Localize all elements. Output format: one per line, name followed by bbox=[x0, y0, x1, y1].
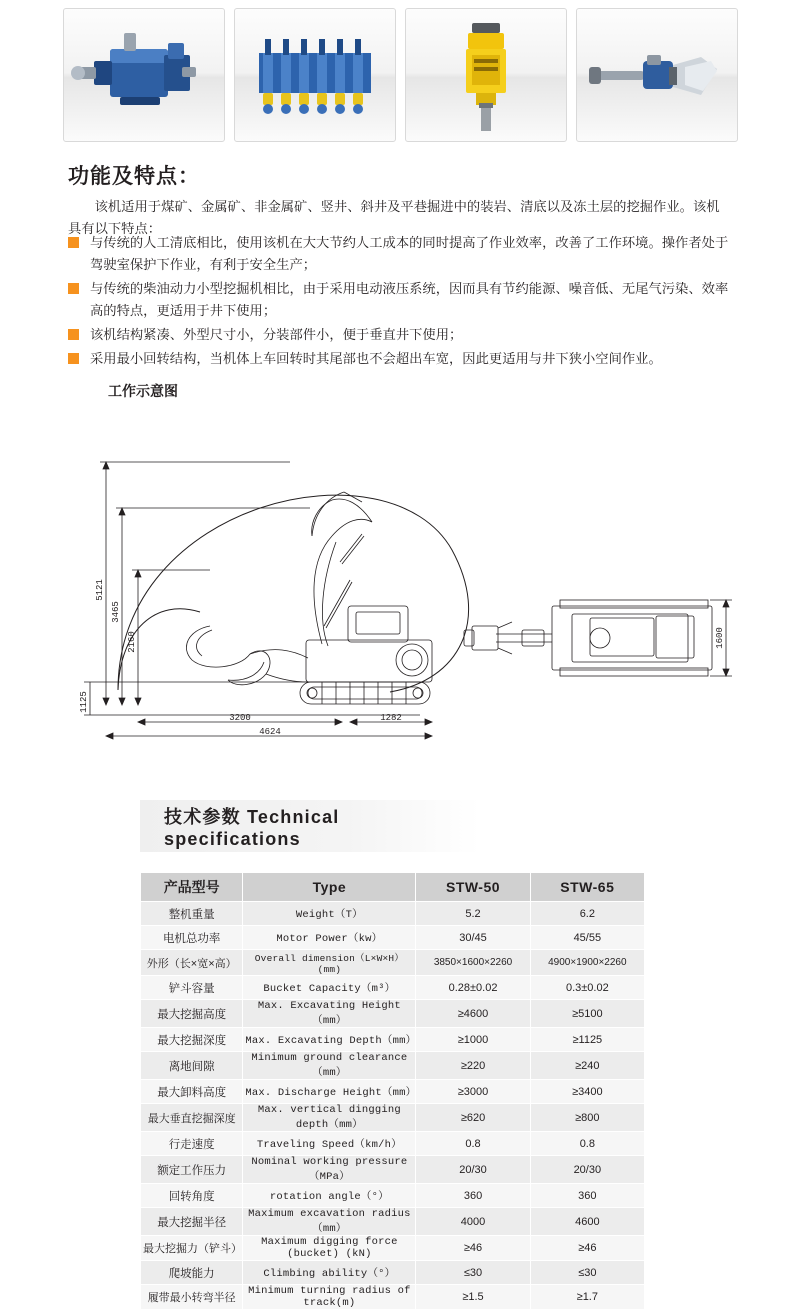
table-row bbox=[141, 1104, 645, 1132]
cell-label: 额定工作压力 bbox=[141, 1156, 243, 1184]
list-item-label: 与传统的人工清底相比，使用该机在大大节约人工成本的同时提高了作业效率，改善了工作环境。操作者处于驾驶室保护下作业，有利于安全生产； bbox=[90, 235, 729, 272]
cell-label: 外形（长×宽×高） bbox=[141, 950, 243, 976]
cell-en: Nominal working pressure（MPa） bbox=[243, 1156, 416, 1184]
table-row bbox=[141, 902, 645, 926]
cell-en: Traveling Speed（km/h） bbox=[243, 1132, 416, 1156]
table-row bbox=[141, 1000, 645, 1028]
list-item-label: 与传统的柴油动力小型挖掘机相比，由于采用电动液压系统，因而具有节约能源、噪音低、无尾气污染、效率高的特点，更适用于井下使用； bbox=[90, 281, 729, 318]
cell-en: Max. Discharge Height（mm） bbox=[243, 1080, 416, 1104]
cell-stw65: 360 bbox=[530, 1184, 644, 1208]
cell-label: 爬坡能力 bbox=[141, 1261, 243, 1285]
product-photo-strip bbox=[63, 8, 738, 140]
cell-en: Maximum excavation radius（mm） bbox=[243, 1208, 416, 1236]
list-item-label: 采用最小回转结构，当机体上车回转时其尾部也不会超出车宽，因此更适用与井下狭小空间作业。 bbox=[90, 351, 662, 366]
features-title: 功能及特点： bbox=[68, 165, 200, 188]
list-item bbox=[68, 324, 734, 346]
cell-stw65: 45/55 bbox=[530, 926, 644, 950]
diagram-title: 工作示意图 bbox=[108, 383, 178, 399]
working-diagram bbox=[60, 430, 760, 760]
cell-stw50: 4000 bbox=[416, 1208, 530, 1236]
cell-stw65: ≥46 bbox=[530, 1236, 644, 1261]
col-header-stw65: STW-65 bbox=[530, 873, 644, 902]
cell-stw50: 3850×1600×2260 bbox=[416, 950, 530, 976]
cell-stw50: ≥620 bbox=[416, 1104, 530, 1132]
table-row bbox=[141, 1028, 645, 1052]
cell-stw50: ≥1.5 bbox=[416, 1285, 530, 1310]
table-row bbox=[141, 926, 645, 950]
list-item bbox=[68, 232, 734, 276]
dim-height-low: 2160 bbox=[127, 631, 137, 653]
cell-label: 整机重量 bbox=[141, 902, 243, 926]
cell-stw65: ≥240 bbox=[530, 1052, 644, 1080]
cell-stw65: ≥3400 bbox=[530, 1080, 644, 1104]
cell-stw50: 20/30 bbox=[416, 1156, 530, 1184]
dim-top-width: 1600 bbox=[715, 627, 725, 649]
cell-en: Motor Power（kw） bbox=[243, 926, 416, 950]
col-header-stw50: STW-50 bbox=[416, 873, 530, 902]
cell-stw50: ≥46 bbox=[416, 1236, 530, 1261]
spec-table bbox=[140, 872, 645, 1310]
cell-stw50: ≥1000 bbox=[416, 1028, 530, 1052]
cell-en: Minimum ground clearance（mm） bbox=[243, 1052, 416, 1080]
cell-stw50: ≥3000 bbox=[416, 1080, 530, 1104]
hydraulic-pump-photo bbox=[63, 8, 225, 142]
cell-stw50: 30/45 bbox=[416, 926, 530, 950]
table-row bbox=[141, 1184, 645, 1208]
dim-height-base: 1125 bbox=[79, 691, 89, 713]
bullet-square-icon bbox=[68, 329, 79, 340]
dim-length-track: 3200 bbox=[229, 713, 251, 723]
cell-stw65: ≥5100 bbox=[530, 1000, 644, 1028]
table-header-row bbox=[141, 873, 645, 902]
cell-label: 最大垂直挖掘深度 bbox=[141, 1104, 243, 1132]
cell-label: 回转角度 bbox=[141, 1184, 243, 1208]
cell-stw50: ≥220 bbox=[416, 1052, 530, 1080]
cell-label: 铲斗容量 bbox=[141, 976, 243, 1000]
table-row bbox=[141, 1132, 645, 1156]
dim-height-mid: 3465 bbox=[111, 601, 121, 623]
cell-stw50: 0.8 bbox=[416, 1132, 530, 1156]
cell-label: 最大挖掘力（铲斗） bbox=[141, 1236, 243, 1261]
dim-length-total: 4624 bbox=[259, 727, 281, 737]
cell-stw65: 20/30 bbox=[530, 1156, 644, 1184]
features-intro: 该机适用于煤矿、金属矿、非金属矿、竖井、斜井及平巷掘进中的装岩、清底以及冻土层的挖掘作业。该机具有以下特点： bbox=[68, 199, 720, 236]
cell-en: Max. Excavating Depth（mm） bbox=[243, 1028, 416, 1052]
table-row bbox=[141, 1236, 645, 1261]
cell-stw50: 360 bbox=[416, 1184, 530, 1208]
cell-label: 最大挖掘深度 bbox=[141, 1028, 243, 1052]
dim-height-max: 5121 bbox=[95, 579, 105, 601]
cell-stw65: ≥1.7 bbox=[530, 1285, 644, 1310]
cell-stw65: 0.3±0.02 bbox=[530, 976, 644, 1000]
cell-stw65: 0.8 bbox=[530, 1132, 644, 1156]
cell-stw50: 5.2 bbox=[416, 902, 530, 926]
cell-en: rotation angle（°） bbox=[243, 1184, 416, 1208]
table-row bbox=[141, 1261, 645, 1285]
bullet-square-icon bbox=[68, 237, 79, 248]
cell-stw50: ≥4600 bbox=[416, 1000, 530, 1028]
cell-stw65: 6.2 bbox=[530, 902, 644, 926]
col-header-model: 产品型号 bbox=[141, 873, 243, 902]
list-item-label: 该机结构紧凑、外型尺寸小，分装部件小，便于垂直井下使用； bbox=[90, 327, 463, 342]
table-row bbox=[141, 1208, 645, 1236]
spec-banner bbox=[140, 800, 480, 852]
bullet-square-icon bbox=[68, 283, 79, 294]
cell-en: Bucket Capacity（m³） bbox=[243, 976, 416, 1000]
cell-en: Climbing ability（°） bbox=[243, 1261, 416, 1285]
cell-stw50: ≤30 bbox=[416, 1261, 530, 1285]
cell-en: Max. Excavating Height（mm） bbox=[243, 1000, 416, 1028]
cell-label: 电机总功率 bbox=[141, 926, 243, 950]
dim-length-rear: 1282 bbox=[380, 713, 402, 723]
cell-en: Weight（T） bbox=[243, 902, 416, 926]
cell-en: Overall dimension（L×W×H）(mm) bbox=[243, 950, 416, 976]
cell-label: 履带最小转弯半径 bbox=[141, 1285, 243, 1310]
cell-en: Maximum digging force (bucket) (kN) bbox=[243, 1236, 416, 1261]
hydraulic-breaker-photo bbox=[405, 8, 567, 142]
cell-stw50: 0.28±0.02 bbox=[416, 976, 530, 1000]
table-row bbox=[141, 950, 645, 976]
cell-stw65: ≤30 bbox=[530, 1261, 644, 1285]
cell-en: Max. vertical dingging depth（mm） bbox=[243, 1104, 416, 1132]
list-item bbox=[68, 278, 734, 322]
table-row bbox=[141, 1156, 645, 1184]
cell-label: 离地间隙 bbox=[141, 1052, 243, 1080]
features-list bbox=[68, 232, 734, 372]
list-item bbox=[68, 348, 734, 370]
cell-stw65: ≥800 bbox=[530, 1104, 644, 1132]
cell-en: Minimum turning radius of track(m) bbox=[243, 1285, 416, 1310]
table-row bbox=[141, 1080, 645, 1104]
cell-label: 行走速度 bbox=[141, 1132, 243, 1156]
rock-drill-photo bbox=[576, 8, 738, 142]
table-row bbox=[141, 1285, 645, 1310]
cell-label: 最大卸料高度 bbox=[141, 1080, 243, 1104]
col-header-type: Type bbox=[243, 873, 416, 902]
spec-banner-label: 技术参数 Technical specifications bbox=[164, 806, 340, 849]
cell-stw65: 4900×1900×2260 bbox=[530, 950, 644, 976]
multi-way-valve-photo bbox=[234, 8, 396, 142]
cell-stw65: 4600 bbox=[530, 1208, 644, 1236]
bullet-square-icon bbox=[68, 353, 79, 364]
cell-stw65: ≥1125 bbox=[530, 1028, 644, 1052]
cell-label: 最大挖掘高度 bbox=[141, 1000, 243, 1028]
cell-label: 最大挖掘半径 bbox=[141, 1208, 243, 1236]
table-row bbox=[141, 1052, 645, 1080]
table-row bbox=[141, 976, 645, 1000]
